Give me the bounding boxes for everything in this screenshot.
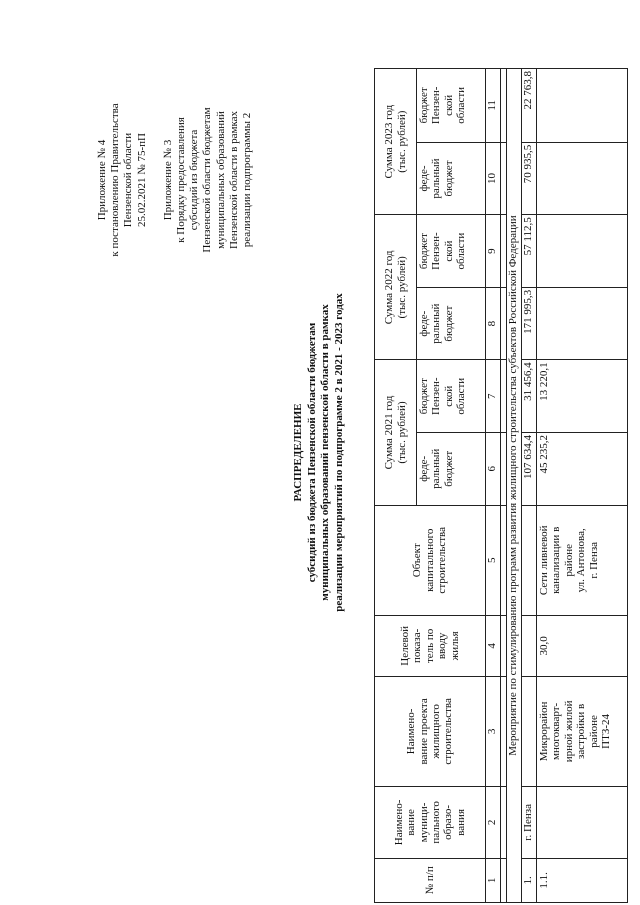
column-number: 10 (486, 142, 501, 215)
approval-order: к Порядку предоставления (175, 117, 188, 243)
header-sum-2021: Сумма 2021 год (тыс. рублей) (375, 360, 417, 505)
column-number: 6 (486, 433, 501, 506)
header-project: Наимено- вание проекта жилищного строительства (375, 676, 486, 786)
heading-line-4: реализации мероприятий по подпрограмме 2 в 2021 - 2023 годах (332, 293, 345, 612)
object-project: Микрорайон многокварт- ирной жилой застройки в районе ПТЗ-24 (537, 676, 628, 786)
column-number: 3 (486, 676, 501, 786)
approval-resolution: к постановлению Правительства (109, 103, 122, 257)
subheader-regional-2023: бюджет Пензен- ской области (417, 69, 486, 143)
object-regional-2022 (537, 215, 628, 288)
subheader-federal-2021: феде- ральный бюджет (417, 433, 486, 506)
city-object (522, 505, 537, 615)
document-title: РАСПРЕДЕЛЕНИЕ (292, 403, 304, 502)
column-number: 9 (486, 215, 501, 288)
header-target: Целевой показа- тель по вводу жилья (375, 616, 486, 677)
object-row (537, 69, 628, 903)
column-number: 11 (486, 69, 501, 143)
header-num: № п/п (375, 858, 486, 902)
city-row (522, 69, 537, 903)
object-federal-2022 (537, 287, 628, 360)
city-target (522, 616, 537, 677)
object-name: Сети ливневой канализации в районе ул. Антонова, г. Пенза (537, 505, 628, 615)
header-sum-2023: Сумма 2023 год (тыс. рублей) (375, 69, 417, 215)
header-sum-2022: Сумма 2022 год (тыс. рублей) (375, 215, 417, 360)
column-number: 4 (486, 616, 501, 677)
city-regional-2022: 57 112,5 (522, 215, 537, 288)
column-number: 8 (486, 287, 501, 360)
column-number: 7 (486, 360, 501, 433)
city-name: г. Пенза (522, 787, 537, 858)
city-regional-2021: 31 456,4 (522, 360, 537, 433)
subheader-federal-2022: феде- ральный бюджет (417, 287, 486, 360)
column-number: 1 (486, 858, 501, 902)
document-heading (292, 160, 346, 745)
approval-subprogram: реализации подпрограммы 2 (241, 112, 254, 248)
approval-block (96, 65, 254, 295)
approval-date-number: 25.02.2021 № 75-пП (135, 133, 148, 227)
approval-subsidies: субсидий из бюджета (188, 129, 201, 231)
subheader-federal-2023: феде- ральный бюджет (417, 142, 486, 215)
approval-gap (149, 65, 162, 295)
program-title: Мероприятие по стимулированию программ развития жилищного строительства субъектов Российской Федерации (507, 69, 522, 903)
city-num: 1. (522, 858, 537, 902)
object-federal-2023 (537, 142, 628, 215)
city-federal-2023: 70 935,5 (522, 142, 537, 215)
approval-budgets: Пензенской области бюджетам (201, 107, 214, 253)
approval-appendix-3: Приложение № 3 (161, 139, 174, 221)
city-federal-2022: 171 995,3 (522, 287, 537, 360)
heading-line-2: субсидий из бюджета Пензенской области бюджетам (305, 322, 318, 583)
approval-appendix: Приложение № 4 (96, 139, 108, 221)
heading-line-3: муниципальных образований пензенской области в рамках (319, 304, 331, 601)
approval-region: Пензенской области (122, 132, 135, 228)
subheader-regional-2021: бюджет Пензен- ской области (417, 360, 486, 433)
object-municipality (537, 787, 628, 858)
object-target: 30,0 (537, 616, 628, 677)
city-regional-2023: 22 763,8 (522, 69, 537, 143)
header-row (375, 69, 417, 903)
distribution-table (374, 68, 628, 903)
column-number-row (486, 69, 501, 903)
header-municipality: Наимено- вание муници- пального образо- вания (375, 787, 486, 858)
city-federal-2021: 107 634,4 (522, 433, 537, 506)
city-project (522, 676, 537, 786)
header-object: Объект капитального строительства (375, 505, 486, 615)
approval-municipal: муниципальных образований (214, 111, 227, 249)
object-regional-2021: 13 220,1 (537, 360, 628, 433)
object-federal-2021: 45 235,2 (537, 433, 628, 506)
subheader-regional-2022: бюджет Пензен- ской области (417, 215, 486, 288)
object-regional-2023 (537, 69, 628, 143)
object-num: 1.1. (537, 858, 628, 902)
column-number: 5 (486, 505, 501, 615)
approval-frame: Пензенской области в рамках (227, 111, 240, 249)
program-row (507, 69, 522, 903)
column-number: 2 (486, 787, 501, 858)
